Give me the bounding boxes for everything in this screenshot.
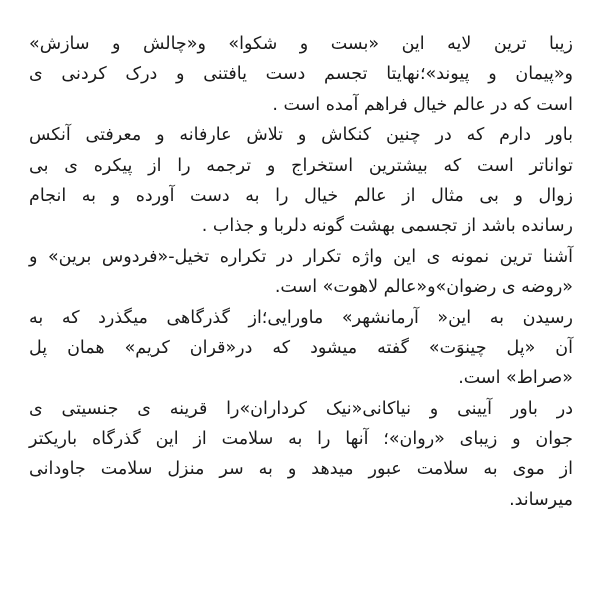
text-line: رسانده باشد از تجسمی بهشت گونه دلربا و جذاب . — [201, 216, 573, 237]
text-line: «روضه ی رضوان»و«عالم لاهوت» است. — [274, 277, 573, 298]
paragraph — [29, 29, 573, 120]
text-line: باور دارم که در چنین کنکاش و تلاش عارفانه و معرفتی آنکس — [29, 125, 573, 146]
paragraph — [29, 394, 573, 516]
text-line: آشنا ترین نمونه ی این واژه تکرار در تکراره تخیل-«فردوس برین» و — [29, 246, 573, 267]
text-line: میرساند. — [509, 489, 573, 510]
paragraph — [29, 242, 573, 303]
text-line: زیبا ترین لایه این «بست و شکوا» و«چالش و سازش» — [29, 34, 573, 54]
text-line: تواناتر است که بیشترین استخراج و ترجمه را از پیکره ی بی — [29, 155, 573, 176]
text-line: آن «پل چینوَت» گفته میشود که در«قران کریم» همان پل — [29, 337, 573, 358]
text-line: رسیدن به این« آرمانشهر» ماورایی؛از گذرگاهی میگذرد که به — [29, 307, 573, 328]
paragraph — [29, 120, 573, 242]
text-line: زوال و بی مثال از عالم خیال را به دست آورده و به انجام — [29, 185, 573, 206]
text-line: «صراط» است. — [458, 368, 573, 389]
text-line: از موی به سلامت عبور میدهد و به سر منزل سلامت جاودانی — [29, 459, 573, 480]
text-line: جوان و زیبای «روان»؛ آنها را به سلامت از این گذرگاه باریکتر — [29, 429, 573, 450]
text-line: در باور آیینی و نیاکانی«نیک کرداران»را قرینه ی جنسیتی ی — [29, 398, 573, 419]
paragraph — [29, 303, 573, 394]
text-line: است که در عالم خیال فراهم آمده است . — [272, 94, 573, 115]
text-line: و«پیمان و پیوند»؛نهایتا تجسم دست یافتنی و درک کردنی ی — [29, 64, 573, 85]
document-body — [29, 29, 573, 515]
